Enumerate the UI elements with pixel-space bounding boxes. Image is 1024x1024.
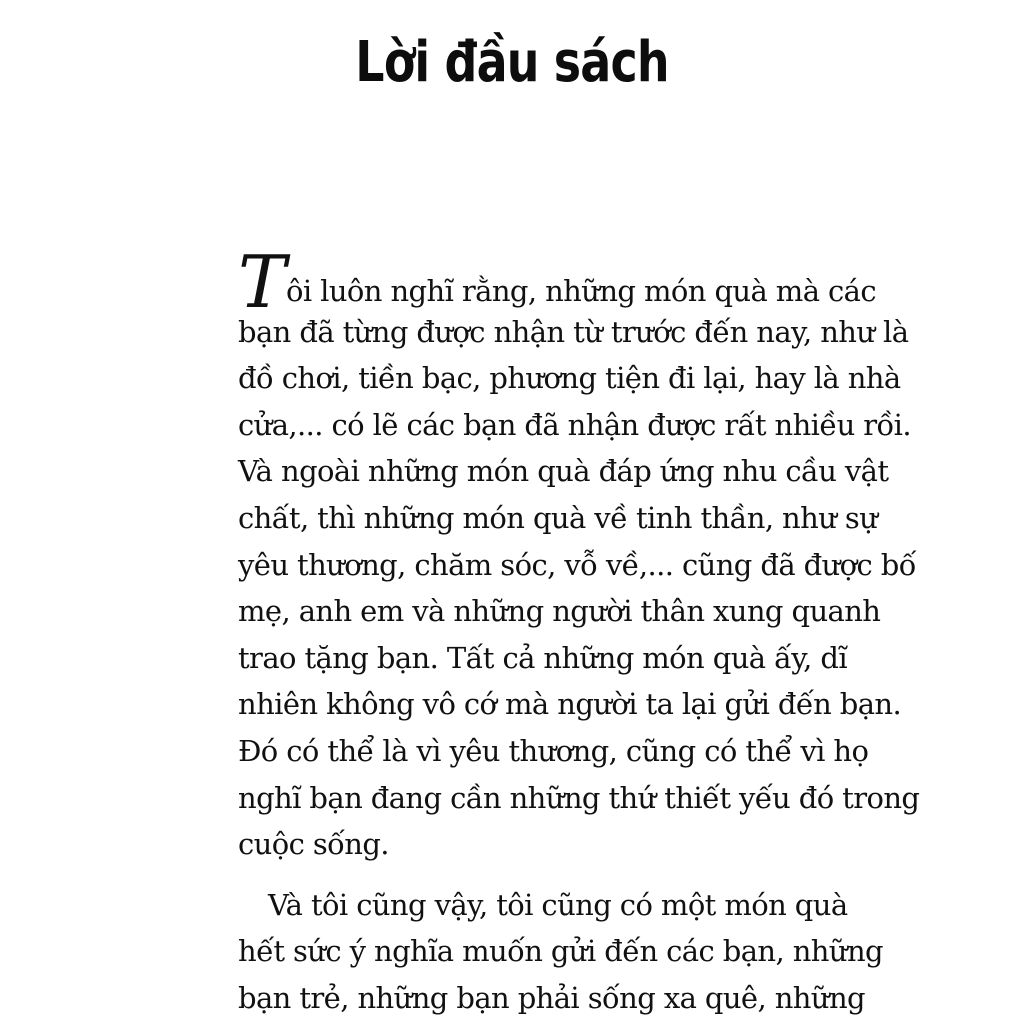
paragraph-line: nghĩ bạn đang cần những thứ thiết yếu đó trong <box>238 780 920 815</box>
paragraph-2 <box>238 882 883 1022</box>
page-title: Lời đầu sách <box>355 30 669 95</box>
paragraph-line: đồ chơi, tiền bạc, phương tiện đi lại, hay là nhà <box>238 361 901 396</box>
paragraph-line: Và tôi cũng vậy, tôi cũng có một món quà <box>268 887 848 922</box>
paragraph-line: yêu thương, chăm sóc, vỗ về,... cũng đã được bố <box>238 547 916 582</box>
drop-cap: T <box>238 240 286 324</box>
paragraph-line: mẹ, anh em và những người thân xung quanh <box>238 594 881 629</box>
paragraph-line: trao tặng bạn. Tất cả những món quà ấy, dĩ <box>238 640 848 675</box>
paragraph-line: bạn đã từng được nhận từ trước đến nay, như là <box>238 314 909 349</box>
paragraph-line: hết sức ý nghĩa muốn gửi đến các bạn, những <box>238 934 883 969</box>
paragraph-line: nhiên không vô cớ mà người ta lại gửi đến bạn. <box>238 687 902 722</box>
paragraph-line <box>238 240 876 324</box>
paragraph-line: bạn trẻ, những bạn phải sống xa quê, những <box>238 980 865 1015</box>
paragraph-line: cửa,... có lẽ các bạn đã nhận được rất nhiều rồi. <box>238 407 911 442</box>
paragraph-line: Và ngoài những món quà đáp ứng nhu cầu vật <box>238 454 889 489</box>
paragraph-line: cuộc sống. <box>238 827 389 862</box>
paragraph-gap <box>238 868 798 882</box>
first-line-text: ôi luôn nghĩ rằng, những món quà mà các <box>286 274 876 308</box>
body-text <box>238 240 920 1022</box>
paragraph-line: Đó có thể là vì yêu thương, cũng có thể vì họ <box>238 733 869 768</box>
paragraph-line: chất, thì những món quà về tinh thần, như sự <box>238 500 878 535</box>
paragraph-1 <box>238 240 920 868</box>
